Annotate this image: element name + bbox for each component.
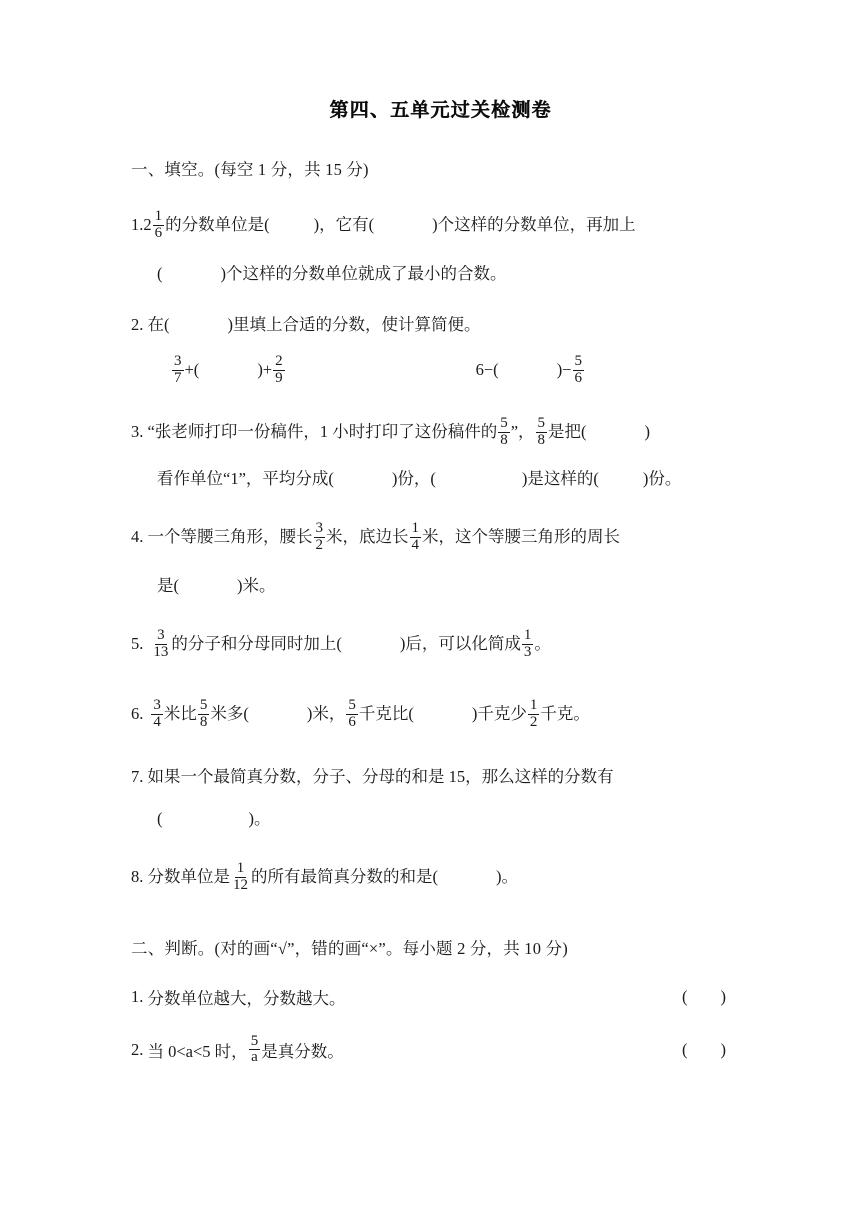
fraction-3-over-7: $\frac{3}{7}$ bbox=[174, 353, 182, 386]
tf-answer-blank[interactable]: ( ) bbox=[682, 987, 726, 1006]
mixed-number-2-and-1-6: 2 $\frac{1}{6}$ bbox=[143, 208, 163, 241]
fraction-5-over-6: $\frac{5}{6}$ bbox=[574, 353, 582, 386]
question-6 bbox=[131, 692, 750, 736]
question-4-number: 4. bbox=[131, 527, 144, 547]
fraction-3-over-2: $\frac{3}{2}$ bbox=[315, 520, 323, 553]
section-heading-fill-in-blanks: 一、填空。(每空 1 分，共 15 分) bbox=[131, 160, 369, 179]
expression-left: $\frac{3}{7}$ +( )+ $\frac{2}{9}$ bbox=[174, 353, 283, 386]
tf-question-1 bbox=[131, 982, 750, 1012]
question-6-line-1: 6. $\frac{3}{4}$ 米比 $\frac{5}{8}$ 米多( )米， $\frac{5}{6}$ 千克比( )千克少 $\frac{1}{2}$ 千克。 bbox=[131, 697, 590, 730]
fraction-3-over-4: $\frac{3}{4}$ bbox=[153, 697, 161, 730]
fraction-1-over-3: $\frac{1}{3}$ bbox=[523, 627, 532, 660]
question-1-line-1: 1. 2 $\frac{1}{6}$ 的分数单位是( )，它有( )个这样的分数单位，再加上 bbox=[131, 208, 636, 241]
question-3-line-2: 看作单位“1”，平均分成( )份，( )是这样的( )份。 bbox=[157, 469, 682, 489]
fraction-5-over-8: $\frac{5}{8}$ bbox=[537, 415, 546, 448]
fraction-5-over-a: $\frac{5}{a}$ bbox=[250, 1033, 259, 1066]
fraction-3-over-13: $\frac{3}{13}$ bbox=[153, 627, 169, 660]
tf-question-2-number: 2. bbox=[131, 1039, 144, 1059]
question-7-line-2: ( )。 bbox=[157, 809, 271, 829]
question-4 bbox=[131, 515, 750, 601]
tf-question-1-text: 1. 分数单位越大，分数越大。 bbox=[131, 987, 346, 1008]
question-2-expressions bbox=[131, 346, 750, 394]
question-4-line-1: 4. 一个等腰三角形，腰长 $\frac{3}{2}$ 米，底边长 $\frac{1}{4}$ 米，这个等腰三角形的周长 bbox=[131, 520, 620, 553]
question-8 bbox=[131, 855, 750, 899]
question-1-line-2: ( )个这样的分数单位就成了最小的合数。 bbox=[157, 264, 507, 284]
question-2 bbox=[131, 310, 750, 340]
tf-question-2 bbox=[131, 1034, 750, 1066]
fraction-2-over-9: $\frac{2}{9}$ bbox=[275, 353, 283, 386]
section-heading-true-false: 二、判断。(对的画“√”，错的画“×”。每小题 2 分，共 10 分) bbox=[131, 939, 568, 958]
question-6-number: 6. bbox=[131, 704, 144, 724]
question-8-line-1: 8. 分数单位是 $\frac{1}{12}$ 的所有最简真分数的和是( )。 bbox=[131, 860, 518, 893]
question-3-number: 3. bbox=[131, 422, 144, 442]
fraction-1-over-4: $\frac{1}{4}$ bbox=[411, 520, 419, 553]
question-2-number: 2. bbox=[131, 315, 144, 335]
question-7-number: 7. bbox=[131, 767, 144, 787]
question-2-line-1: 2. 在( )里填上合适的分数，使计算简便。 bbox=[131, 310, 750, 340]
fraction-5-over-8: $\frac{5}{8}$ bbox=[199, 697, 208, 730]
expression-right: 6−( )− $\frac{5}{6}$ bbox=[475, 353, 582, 386]
page-title: 第四、五单元过关检测卷 bbox=[329, 100, 552, 121]
question-1 bbox=[131, 203, 750, 289]
question-7-line-1: 7. 如果一个最简真分数，分子、分母的和是 15，那么这样的分数有 bbox=[131, 762, 750, 792]
question-1-number: 1. bbox=[131, 215, 144, 235]
fraction-1-over-2: $\frac{1}{2}$ bbox=[529, 697, 538, 730]
fraction-1-over-12: $\frac{1}{12}$ bbox=[233, 860, 248, 893]
question-3 bbox=[131, 410, 750, 494]
question-7 bbox=[131, 762, 750, 834]
question-4-line-2: 是( )米。 bbox=[157, 576, 276, 596]
tf-question-2-text: 2. 当 0<a<5 时， $\frac{5}{a}$ 是真分数。 bbox=[131, 1033, 344, 1066]
question-5-line-1: 5. $\frac{3}{13}$ 的分子和分母同时加上( )后，可以化简成 $\frac{1}{3}$ 。 bbox=[131, 627, 551, 660]
tf-question-1-number: 1. bbox=[131, 987, 144, 1006]
question-8-number: 8. bbox=[131, 867, 144, 887]
fraction-5-over-8: $\frac{5}{8}$ bbox=[500, 415, 508, 448]
question-5 bbox=[131, 622, 750, 666]
question-5-number: 5. bbox=[131, 634, 144, 654]
fraction-1-over-6: $\frac{1}{6}$ bbox=[154, 208, 163, 241]
tf-answer-blank[interactable]: ( ) bbox=[682, 1039, 726, 1059]
fraction-5-over-6: $\frac{5}{6}$ bbox=[348, 697, 356, 730]
question-3-line-1: 3. “张老师打印一份稿件，1 小时打印了这份稿件的 $\frac{5}{8}$ ”， $\frac{5}{8}$ 是把( ) bbox=[131, 415, 651, 448]
